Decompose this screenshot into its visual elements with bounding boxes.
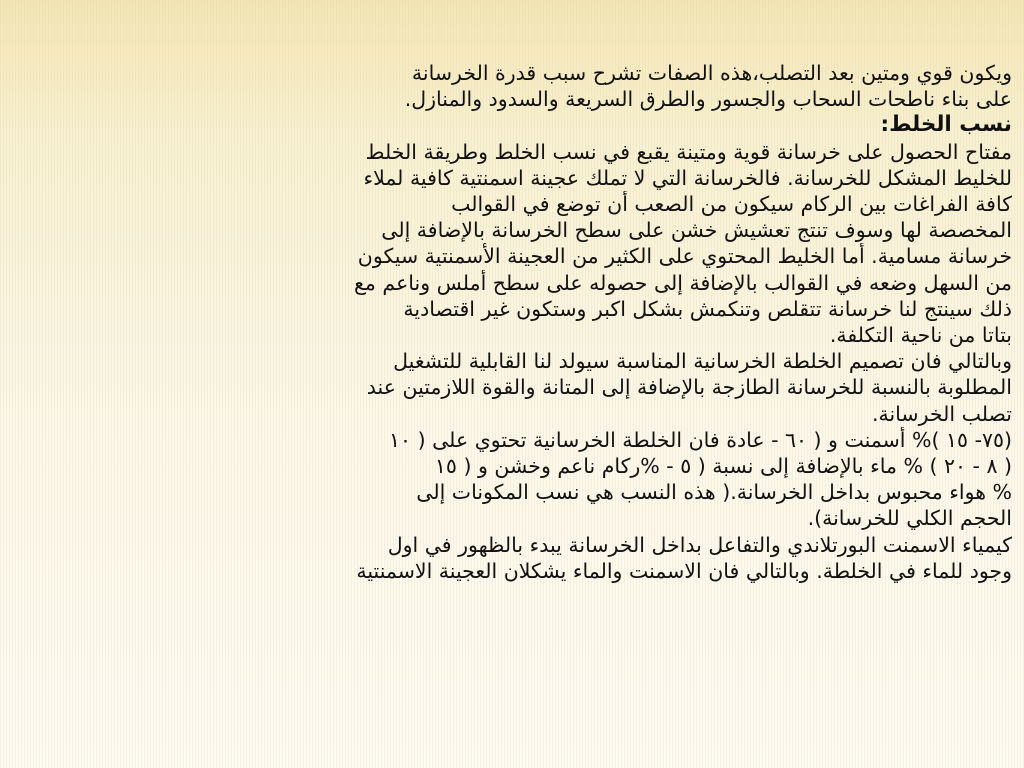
slide-body-text [84, 60, 1012, 584]
text-line: وجود للماء في الخلطة. وبالتالي فان الاسمنت والماء يشكلان العجينة الاسمنتية [356, 558, 1012, 583]
text-line: (٧٥- ١٥ )% أسمنت و ( ٦٠ - عادة فان الخلطة الخرسانية تحتوي على ( ١٠ [389, 427, 1012, 452]
text-line: الحجم الكلي للخرسانة). [807, 506, 1012, 531]
text-line: على بناء ناطحات السحاب والجسور والطرق السريعة والسدود والمنازل. [404, 87, 1012, 112]
text-line: مفتاح الحصول على خرسانة قوية ومتينة يقبع في نسب الخلط وطريقة الخلط [365, 139, 1012, 164]
text-line: المطلوبة بالنسبة للخرسانة الطازجة بالإضافة إلى المتانة والقوة اللازمتين عند [366, 375, 1012, 400]
text-line: كيمياء الاسمنت البورتلاندي والتفاعل بداخل الخرسانة يبدء بالظهور في اول [387, 532, 1012, 557]
text-line: المخصصة لها وسوف تنتج تعشيش خشن على سطح الخرسانة بالإضافة إلى [381, 218, 1012, 243]
text-line: للخليط المشكل للخرسانة. فالخرسانة التي لا تملك عجينة اسمنتية كافية لملاء [363, 165, 1012, 190]
text-line: بتاتا من ناحية التكلفة. [829, 323, 1012, 348]
text-line: تصلب الخرسانة. [871, 401, 1012, 426]
text-line: ويكون قوي ومتين بعد التصلب،هذه الصفات تشرح سبب قدرة الخرسانة [411, 61, 1012, 85]
text-line: من السهل وضعه في القوالب بالإضافة إلى حصوله على سطح أملس وناعم مع [354, 270, 1012, 295]
text-line: ذلك سينتج لنا خرسانة تتقلص وتنكمش بشكل اكبر وستكون غير اقتصادية [403, 296, 1012, 321]
section-heading: نسب الخلط: [880, 112, 1012, 138]
text-line: ( ٨ - ٢٠ ) % ماء بالإضافة إلى نسبة ( ٥ - %ركام ناعم وخشن و ( ١٥ [434, 454, 1012, 479]
text-line: كافة الفراغات بين الركام سيكون من الصعب أن توضع في القوالب [451, 192, 1012, 217]
text-line: % هواء محبوس بداخل الخرسانة.( هذه النسب هي نسب المكونات إلى [416, 480, 1012, 505]
text-line: خرسانة مسامية. أما الخليط المحتوي على الكثير من العجينة الأسمنتية سيكون [357, 244, 1012, 269]
text-line: وبالتالي فان تصميم الخلطة الخرسانية المناسبة سيولد لنا القابلية للتشغيل [393, 349, 1012, 374]
